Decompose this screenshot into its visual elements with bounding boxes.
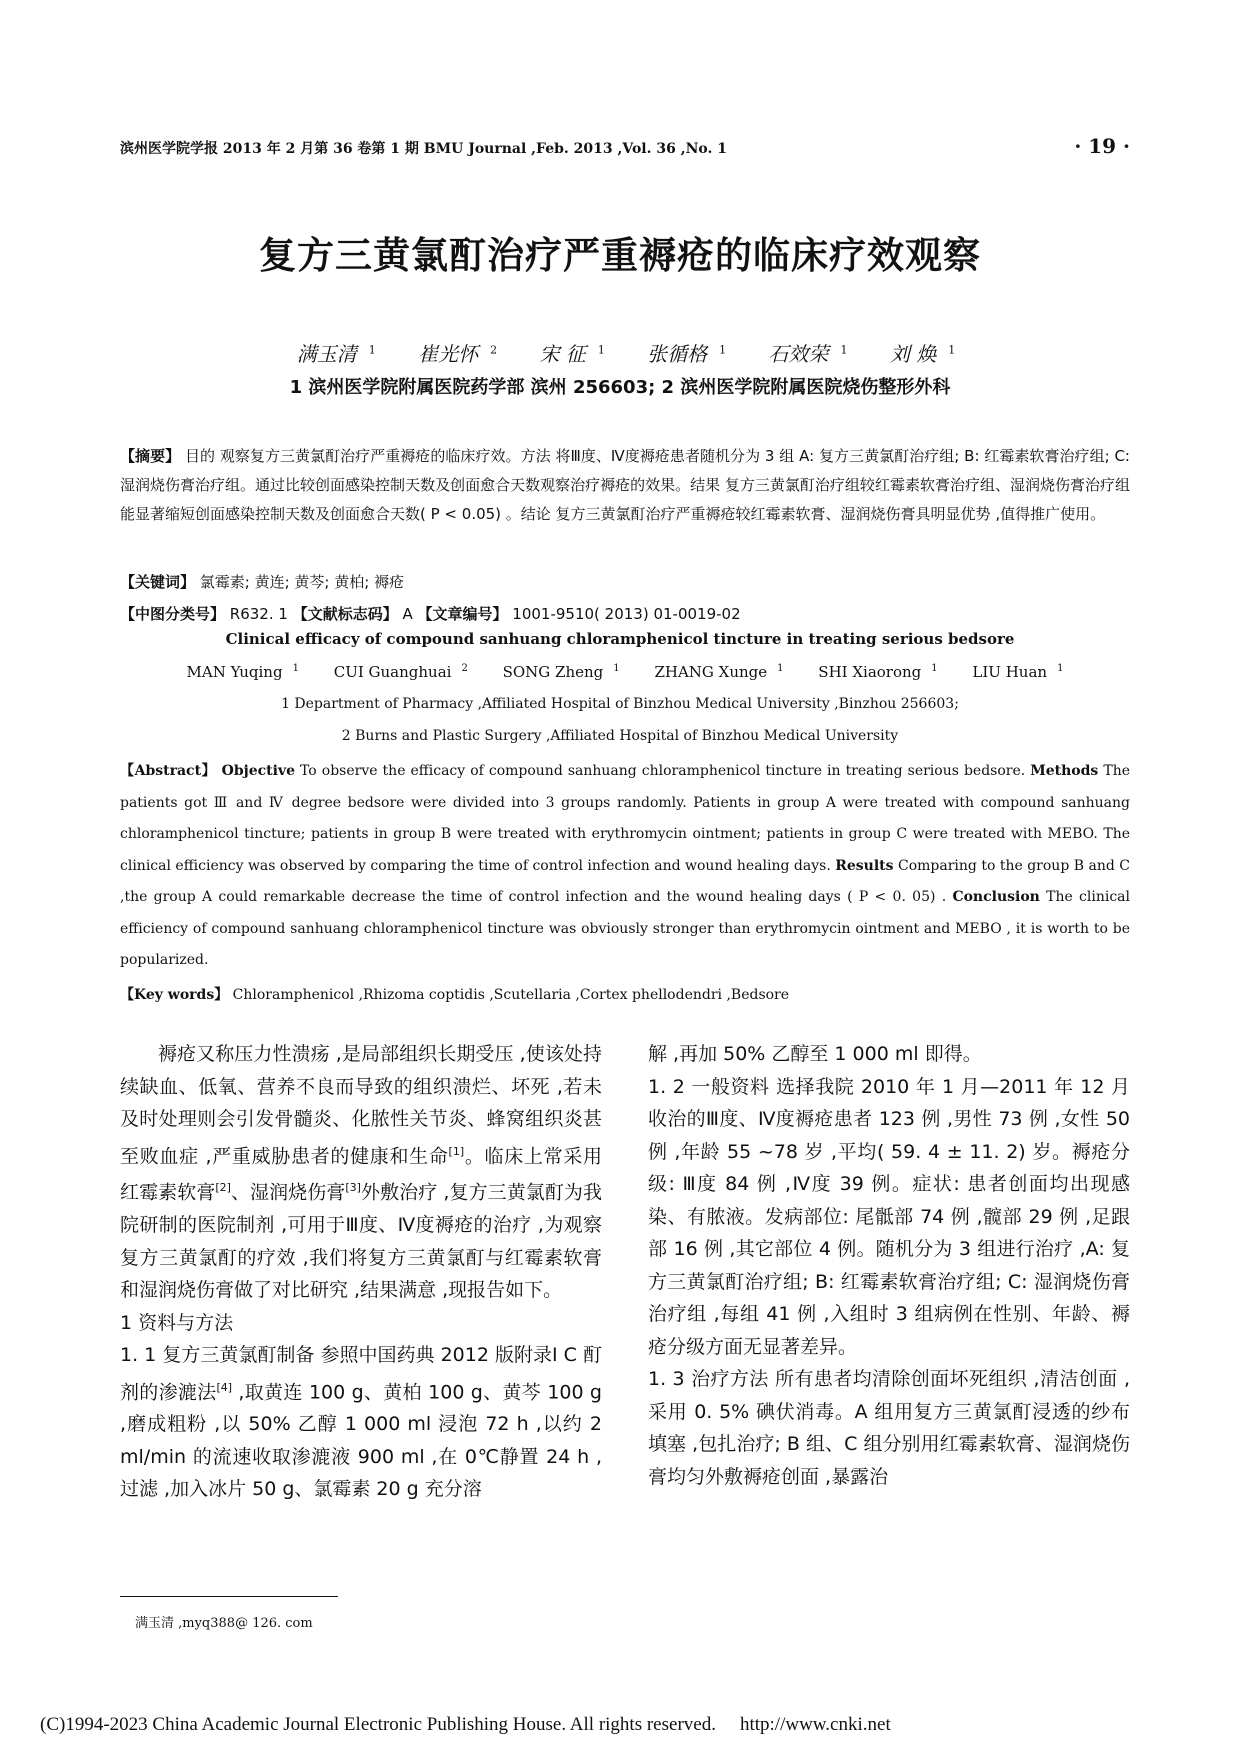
keywords-en [120, 981, 1130, 1010]
subsection-1-1: 1. 1 复方三黄氯酊制备 参照中国药典 2012 版附录Ⅰ C 酊剂的渗漉法[4] ,取黄连 100 g、黄柏 100 g、黄芩 100 g ,磨成粗粉 ,以 50% 乙醇 1 000 ml 浸泡 72 h ,以约 2 ml/min 的流速收取渗漉液 900 ml ,在 0℃静置 24 h ,过滤 ,加入冰片 50 g、氯霉素 20 g 充分溶 [120, 1344, 602, 1501]
abstract-cn-text: 目的 观察复方三黄氯酊治疗严重褥疮的临床疗效。方法 将Ⅲ度、Ⅳ度褥疮患者随机分为 3 组 A: 复方三黄氯酊治疗组; B: 红霉素软膏治疗组; C: 湿润烧伤膏治疗组。通过比较创面感染控制天数及创面愈合天数观察治疗褥疮的效果。结果 复方三黄氯酊治疗组较红霉素软膏治疗组、湿润烧伤膏治疗组能显著缩短创面感染控制天数及创面愈合天数( P < 0.05) 。结论 复方三黄氯酊治疗严重褥疮较红霉素软膏、湿润烧伤膏具明显优势 ,值得推广使用。 [120, 447, 1130, 523]
body-column-right [648, 1038, 1130, 1493]
abstract-cn [120, 442, 1130, 529]
author: 崔光怀 $^2$ [418, 342, 498, 366]
footnote-contact: 满玉清 ,myq388@ 126. com [135, 1616, 313, 1631]
keywords-cn [120, 568, 1130, 597]
journal-citation: 滨州医学院学报 2013 年 2 月第 36 卷第 1 期 BMU Journal ,Feb. 2013 ,Vol. 36 ,No. 1 [120, 141, 727, 157]
running-head [120, 134, 1130, 162]
paragraph-continued: 解 ,再加 50% 乙醇至 1 000 ml 即得。 [648, 1043, 982, 1065]
citation: [4] [216, 1380, 233, 1394]
english-author: SONG Zheng $^1$ [502, 663, 620, 681]
english-author: SHI Xiaorong $^1$ [818, 663, 938, 681]
clc-label: 【中图分类号】 [120, 605, 226, 623]
copyright-line [40, 1714, 891, 1736]
keywords-cn-label: 【关键词】 [120, 573, 196, 591]
intro-paragraph: 褥疮又称压力性溃疡 ,是局部组织长期受压 ,使该处持续缺血、低氧、营养不良而导致的组织溃烂、坏死 ,若未及时处理则会引发骨髓炎、化脓性关节炎、蜂窝组织炎甚至败血症 ,严重威胁患者的健康和生命[1]。临床上常采用红霉素软膏[2]、湿润烧伤膏[3]外敷治疗 ,复方三黄氯酊为我院研制的医院制剂 ,可用于Ⅲ度、Ⅳ度褥疮的治疗 ,为观察复方三黄氯酊的疗效 ,我们将复方三黄氯酊与红霉素软膏和湿润烧伤膏做了对比研究 ,结果满意 ,现报告如下。 [120, 1043, 602, 1302]
english-author: LIU Huan $^1$ [972, 663, 1064, 681]
subsection-1-2: 1. 2 一般资料 选择我院 2010 年 1 月—2011 年 12 月收治的Ⅲ度、Ⅳ度褥疮患者 123 例 ,男性 73 例 ,女性 50 例 ,年龄 55 ~78 岁 ,平均( 59. 4 ± 11. 2) 岁。褥疮分级: Ⅲ度 84 例 ,Ⅳ度 39 例。症状: 患者创面均出现感染、有脓液。发病部位: 尾骶部 74 例 ,髋部 29 例 ,足跟部 16 例 ,其它部位 4 例。随机分为 3 组进行治疗 ,A: 复方三黄氯酊治疗组; B: 红霉素软膏治疗组; C: 湿润烧伤膏治疗组 ,每组 41 例 ,入组时 3 组病例在性别、年龄、褥疮分级方面无显著差异。 [648, 1075, 1130, 1358]
page-number: · 19 · [1074, 134, 1130, 158]
english-affiliation-1: 1 Department of Pharmacy ,Affiliated Hospital of Binzhou Medical University ,Binzhou 256603; [281, 696, 959, 712]
english-affiliation-2: 2 Burns and Plastic Surgery ,Affiliated Hospital of Binzhou Medical University [341, 728, 899, 744]
citation: [3] [345, 1181, 361, 1195]
body-column-left [120, 1038, 602, 1506]
conclusion-text: The clinical efficiency of compound sanhuang chloramphenicol tincture was obviously stronger than erythromycin ointment and MEBO , it is worth to be popularized. [120, 889, 1131, 968]
english-author: ZHANG Xunge $^1$ [654, 663, 784, 681]
methods-text: The patients got Ⅲ and Ⅳ degree bedsore were divided into 3 groups randomly. Patients in group A were treated with compound sanhuang chloramphenicol tincture; patients in group B were treated with erythromycin ointment; patients in group C were treated with MEBO. The clinical efficiency was observed by comparing the time of control infection and wound healing days. [120, 763, 1130, 874]
citation: [2] [215, 1181, 231, 1195]
abstract-en [120, 756, 1130, 977]
author: 刘 焕 $^1$ [889, 342, 956, 366]
affiliation: 1 滨州医学院附属医院药学部 滨州 256603; 2 滨州医学院附属医院烧伤整形外科 [289, 377, 951, 398]
footnote-divider [120, 1596, 338, 1597]
keywords-en-text: Chloramphenicol ,Rhizoma coptidis ,Scutellaria ,Cortex phellodendri ,Bedsore [228, 987, 790, 1003]
citation: [1] [448, 1144, 465, 1158]
author: 张循格 $^1$ [647, 342, 727, 366]
english-title: Clinical efficacy of compound sanhuang chloramphenicol tincture in treating serious bedsore [225, 630, 1015, 648]
author: 石效荣 $^1$ [768, 342, 848, 366]
english-author-list [0, 663, 1240, 681]
author: 满玉清 $^1$ [296, 342, 376, 366]
website-link[interactable]: http://www.cnki.net [739, 1714, 891, 1735]
keywords-en-label: 【Key words】 [120, 987, 229, 1003]
objective-text: To observe the efficacy of compound sanhuang chloramphenicol tincture in treating serious bedsore. [295, 763, 1031, 779]
abstract-en-label: 【Abstract】 [120, 763, 217, 779]
doc-code-label: 【文献标志码】 [292, 605, 398, 623]
article-id-value: 1001-9510( 2013) 01-0019-02 [507, 605, 741, 623]
article-id-label: 【文章编号】 [417, 605, 508, 623]
results-label: Results [835, 857, 894, 874]
objective-label: Objective [216, 763, 295, 779]
section-heading: 1 资料与方法 [120, 1311, 234, 1334]
abstract-cn-label: 【摘要】 [120, 447, 181, 465]
methods-label: Methods [1030, 763, 1099, 779]
clc-value: R632. 1 [225, 605, 293, 623]
english-author: MAN Yuqing $^1$ [186, 663, 299, 681]
subsection-1-3: 1. 3 治疗方法 所有患者均清除创面坏死组织 ,清洁创面 ,采用 0. 5% 碘伏消毒。A 组用复方三黄氯酊浸透的纱布填塞 ,包扎治疗; B 组、C 组分别用红霉素软膏、湿润烧伤膏均匀外敷褥疮创面 ,暴露治 [648, 1368, 1130, 1488]
english-author: CUI Guanghuai $^2$ [333, 663, 468, 681]
keywords-cn-text: 氯霉素; 黄连; 黄芩; 黄柏; 褥疮 [195, 573, 405, 591]
results-text: Comparing to the group B and C ,the group A could remarkable decrease the time of control infection and the wound healing days ( P < 0. 05) . [120, 857, 1130, 905]
conclusion-label: Conclusion [952, 889, 1040, 905]
classification-line [120, 600, 1130, 629]
copyright-text: (C)1994-2023 China Academic Journal Electronic Publishing House. All rights reserved. [40, 1714, 716, 1735]
article-title: 复方三黄氯酊治疗严重褥疮的临床疗效观察 [259, 234, 981, 277]
author: 宋 征 $^1$ [539, 342, 605, 366]
author-list [0, 338, 1240, 367]
doc-code-value: A [397, 605, 418, 623]
